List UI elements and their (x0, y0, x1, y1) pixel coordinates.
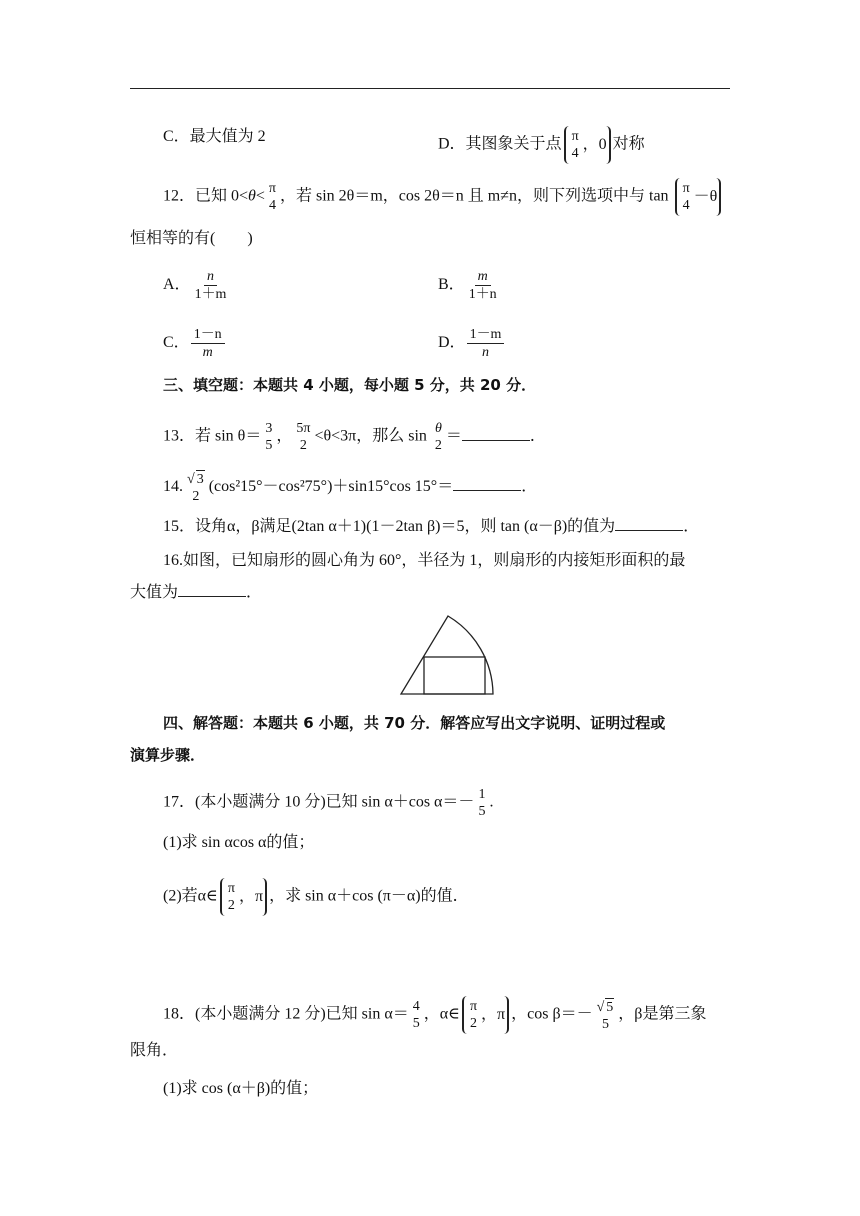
inscribed-rectangle (424, 657, 485, 694)
q12-option-c: C． $\frac{1-n}{m}$ (163, 326, 226, 361)
q11-option-d: D．其图象关于点 π 4 ，0 对称 (438, 126, 645, 164)
sector-shape (401, 616, 493, 694)
point-paren: π 4 ，0 (564, 126, 611, 164)
q12-stem: 12．已知 0<θ< π 4 ，若 sin 2θ＝m，cos 2θ＝n 且 m≠n，则下列选项中与 tan π 4 －θ (163, 178, 723, 216)
q12-option-d: D． $\frac{1-m}{n}$ (438, 326, 505, 361)
q18-part1: (1)求 cos (α＋β)的值； (163, 1080, 319, 1097)
q16-line1: 16.如图，已知扇形的圆心角为 60°，半径为 1，则扇形的内接矩形面积的最 (163, 552, 686, 569)
q18-stem: 18．(本小题满分 12 分)已知 sin α＝ 4 5 ，α∈ π 2 ，π ，cos β＝－ √ 5 5 ，β是第三象 (163, 996, 706, 1034)
q12-stem-line2: 恒相等的有( ) (130, 230, 253, 247)
q15: 15．设角α，β满足(2tan α＋1)(1－2tan β)＝5，则 tan (α－β)的值为 ． (163, 518, 700, 535)
header-rule (130, 88, 730, 89)
q17-part1: (1)求 sin αcos α的值； (163, 834, 315, 851)
answer-blank (462, 426, 530, 441)
q11-option-c: C．最大值为 2 (163, 128, 266, 145)
q17-part2: (2)若α∈ π 2 ，π ，求 sin α＋cos (π－α)的值． (163, 878, 469, 916)
section-3-heading: 三、填空题：本题共 4 小题，每小题 5 分，共 20 分． (163, 376, 537, 394)
q12-option-a: A． $\frac{n}{1+m}$ (163, 269, 227, 302)
sector-rectangle-figure (395, 612, 501, 698)
section-4-heading-line2: 演算步骤． (130, 746, 206, 764)
answer-blank (453, 476, 521, 491)
q16-line2: 大值为 ． (130, 584, 263, 601)
q14: 14. √ 3 2 (cos²15°－cos²75°)＋sin15°cos 15°＝ ． (163, 472, 538, 504)
q18-stem-line2: 限角． (130, 1042, 179, 1059)
answer-blank (615, 516, 683, 531)
section-4-heading: 四、解答题：本题共 6 小题，共 70 分．解答应写出文字说明、证明过程或 (163, 714, 666, 732)
q12-option-b: B． $\frac{m}{1+n}$ (438, 269, 497, 302)
tan-paren: π 4 －θ (675, 178, 722, 216)
answer-blank (178, 582, 246, 597)
q17-stem: 17．(本小题满分 10 分)已知 sin α＋cos α＝－ 1 5 . (163, 787, 494, 819)
q13: 13．若 sin θ＝ 3 5 ， 5π 2 <θ<3π，那么 sin θ 2 ＝ ． (163, 421, 546, 453)
